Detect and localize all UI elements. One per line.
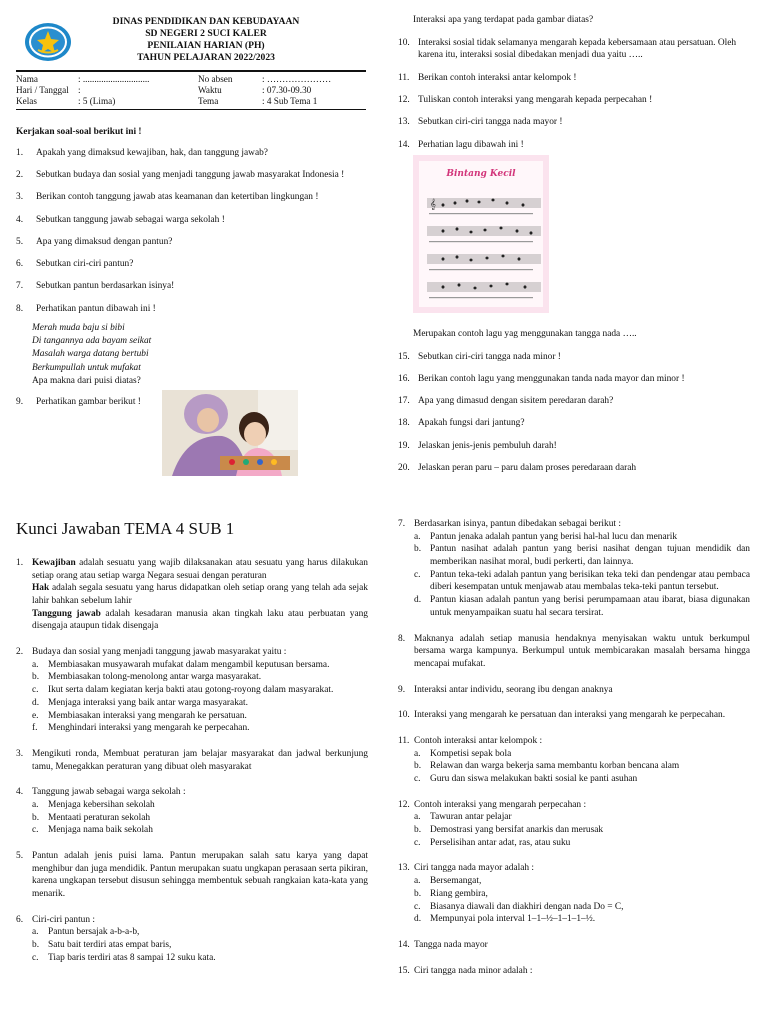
question-list-right	[398, 37, 750, 152]
question-item: 14. Perhatian lagu dibawah ini !	[398, 139, 524, 150]
q14-continuation: Merupakan contoh lagu yag menggunakan tangga nada …..	[413, 328, 637, 339]
answer-list-left	[16, 557, 368, 965]
kelas-value: : 5 (Lima)	[78, 96, 116, 107]
student-info	[16, 74, 366, 107]
answer-item: 3. Mengikuti ronda, Membuat peraturan jam belajar masyarakat dan jadwal berkunjung tamu, Menegakkan peraturan yang dibuat oleh masyarakat	[16, 748, 368, 772]
header-line-3: PENILAIAN HARIAN (PH)	[147, 39, 265, 51]
hari-value: :	[78, 85, 81, 96]
question-list-left	[16, 147, 366, 316]
answer-item: 11. Contoh interaksi antar kelompok : a. Kompetisi sepak bola b. Relawan dan warga bekerja sama membantu korban bencana alam c. Guru dan siswa melakukan bakti sosial ke panti asuhan	[398, 735, 680, 784]
nama-value: : .............................	[78, 74, 150, 84]
q9-continuation: Interaksi apa yang terdapat pada gambar diatas?	[413, 15, 594, 25]
question-list-left-2	[16, 396, 366, 482]
answer-list-right	[398, 518, 750, 977]
answer-item: 13. Ciri tangga nada mayor adalah : a. Bersemangat, b. Riang gembira, c. Biasanya diawali dan diakhiri dengan nada Do = C, d. Mempunyai pola interval 1–1–½–1–1–1–½.	[398, 863, 624, 925]
song-title: Bintang Kecil	[446, 169, 516, 180]
answer-item: 10. Interaksi yang mengarah ke persatuan dan interaksi yang mengarah ke perpecahan.	[398, 710, 726, 721]
question-item: 5. Apa yang dimaksud dengan pantun?	[16, 236, 173, 247]
poem-line: Masalah warga datang bertubi	[32, 349, 149, 360]
pantun-poem	[16, 322, 366, 388]
poem-line: Di tangannya ada bayam seikat	[32, 336, 152, 347]
tema-label: Tema	[198, 96, 219, 107]
question-item: 15. Sebutkan ciri-ciri tangga nada minor !	[398, 351, 561, 362]
answer-item: 5. Pantun adalah jenis puisi lama. Pantun merupakan salah satu karya yang dapat menghibur dan juga mendidik. Pantun merupakan suatu ungkapan perasaan serta pikiran, karena ungkapan tersebut disusun sehingga membentuk sebuah rangkaian kata-kata yang menarik.	[16, 851, 368, 900]
question-item: 10. Interaksi sosial tidak selamanya mengarah kepada kebersamaan atau persatuan. Oleh karena itu, interaksi sosial dibedakan menjadi dua yaitu …..	[398, 37, 737, 61]
school-header	[16, 14, 366, 62]
answer-item: 15. Ciri tangga nada minor adalah :	[398, 965, 533, 976]
answer-item: 6. Ciri-ciri pantun : a. Pantun bersajak a-b-a-b, b. Satu bait terdiri atas empat baris, c. Tiap baris terdiri atas 8 sampai 12 suku kata.	[16, 914, 216, 963]
question-item: 18. Apakah fungsi dari jantung?	[398, 418, 525, 429]
answer-item: 14. Tangga nada mayor	[398, 939, 488, 950]
answer-item: 8. Maknanya adalah setiap manusia hendaknya menyisakan waktu untuk berkumpul bersama warga kampunya. Berkumpul untuk membicarakan masalah bersama hingga mencapai mufakat.	[398, 633, 750, 669]
question-item: 16. Berikan contoh lagu yang menggunakan tanda nada mayor dan minor !	[398, 373, 685, 384]
poem-question: Apa makna dari puisi diatas?	[32, 375, 141, 386]
hari-label: Hari / Tanggal	[16, 85, 69, 96]
question-item: 17. Apa yang dimasud dengan sisitem peredaran darah?	[398, 396, 614, 407]
question-item: 19. Jelaskan jenis-jenis pembuluh darah!	[398, 440, 557, 451]
waktu-value: : 07.30-09.30	[262, 85, 312, 96]
absen-label: No absen	[198, 74, 233, 84]
song-sheet-image	[413, 155, 549, 313]
question-item: 9. Perhatikan gambar berikut !	[16, 396, 366, 482]
question-column-right	[398, 14, 750, 484]
answer-item: 7. Berdasarkan isinya, pantun dibedakan sebagai berikut : a. Pantun jenaka adalah pantun yang berisi hal-hal lucu dan menarik b. Pantun nasihat adalah pantun yang berisi nasihat dengan tujuan mendidik dan memberikan nasihat moral, budi perkerti, dan lainnya. c. Pantun teka-teki adalah pantun yang berisikan teka teki dan pendengar atau pembaca diberi kesempatan untuk menjawab atau membalas teka-teki pantun tersebut. d. Pantun kiasan adalah pantun yang berisi perumpamaan atau ibarat, biasa digunakan untuk menyampaikan suatu hal secara tersirat.	[398, 519, 750, 618]
question-item: 2. Sebutkan budaya dan sosial yang menjadi tanggung jawab masyarakat Indonesia !	[16, 170, 345, 181]
waktu-label: Waktu	[198, 85, 222, 96]
header-line-4: TAHUN PELAJARAN 2022/2023	[137, 51, 275, 63]
tema-value: : 4 Sub Tema 1	[262, 96, 318, 107]
header-line-2: SD NEGERI 2 SUCI KALER	[145, 27, 267, 39]
header-line-1: DINAS PENDIDIKAN DAN KEBUDAYAAN	[112, 16, 300, 27]
question-item: 7. Sebutkan pantun berdasarkan isinya!	[16, 281, 175, 292]
question-item: 6. Sebutkan ciri-ciri pantun?	[16, 259, 134, 270]
answer-item: 4. Tanggung jawab sebagai warga sekolah : a. Menjaga kebersihan sekolah b. Mentaati peraturan sekolah c. Menjaga nama baik sekolah	[16, 787, 186, 836]
question-item: 3. Berikan contoh tanggung jawab atas keamanan dan ketertiban lingkungan !	[16, 192, 319, 203]
absen-value: : …………………	[262, 74, 332, 84]
kelas-label: Kelas	[16, 96, 37, 107]
question-item: 8. Perhatikan pantun dibawah ini !	[16, 303, 156, 314]
question-item: 4. Sebutkan tanggung jawab sebagai warga sekolah !	[16, 214, 225, 225]
nama-label: Nama	[16, 74, 38, 84]
question-item: 11. Berikan contoh interaksi antar kelompok !	[398, 72, 577, 83]
mother-child-photo	[162, 390, 298, 476]
answer-item: 2. Budaya dan sosial yang menjadi tanggung jawab masyarakat yaitu : a. Membiasakan musyawarah mufakat dalam mengambil keputusan bersama. b. Membiasakan tolong-menolong antar warga masyarakat. c. Ikut serta dalam kegiatan kerja bakti atau gotong-royong dalam masyarakat. d. Menjaga interaksi yang baik antar warga masyarakat. e. Membiasakan interaksi yang mengarah ke persatuan. f. Menghindari interaksi yang mengarah ke perpecahan.	[16, 647, 334, 734]
answer-key-title: Kunci Jawaban TEMA 4 SUB 1	[16, 519, 235, 538]
svg-text:𝄞: 𝄞	[430, 199, 436, 211]
header-divider	[16, 70, 366, 72]
answer-item: 9. Interaksi antar individu, seorang ibu dengan anaknya	[398, 684, 613, 695]
school-logo-icon	[24, 22, 72, 62]
poem-line: Berkumpullah untuk mufakat	[32, 362, 141, 373]
question-item: 1. Apakah yang dimaksud kewajiban, hak, dan tanggung jawab?	[16, 147, 268, 158]
question-item: 12. Tuliskan contoh interaksi yang mengarah kepada perpecahan !	[398, 94, 653, 105]
instruction: Kerjakan soal-soal berikut ini !	[16, 127, 142, 138]
question-list-right-2	[398, 351, 750, 475]
question-item: 20. Jelaskan peran paru – paru dalam proses peredaraan darah	[398, 462, 637, 473]
answer-key-column-left	[16, 518, 368, 978]
exam-header-column	[16, 14, 366, 491]
answer-item: 12. Contoh interaksi yang mengarah perpecahan : a. Tawuran antar pelajar b. Demostrasi yang bersifat anarkis dan merusak c. Perselisihan antar adat, ras, atau suku	[398, 799, 604, 848]
poem-line: Merah muda baju si bibi	[32, 323, 125, 334]
answer-key-column-right	[398, 518, 750, 990]
info-divider	[16, 109, 366, 110]
question-item: 13. Sebutkan ciri-ciri tangga nada mayor !	[398, 117, 563, 128]
answer-item: 1. Kewajiban adalah sesuatu yang wajib dilaksanakan atau sesuatu yang harus dilakukan setiap orang atau setiap warga Negara sesuai dengan peraturan Hak adalah segala sesuatu yang harus didapatkan oleh setiap orang yang telah ada sejak lahir bahkan sebelum lahir Tanggung jawab adalah kesadaran manusia akan tingkah laku atau perbuatan yang disengaja ataupun tidak disengaja	[16, 557, 368, 632]
